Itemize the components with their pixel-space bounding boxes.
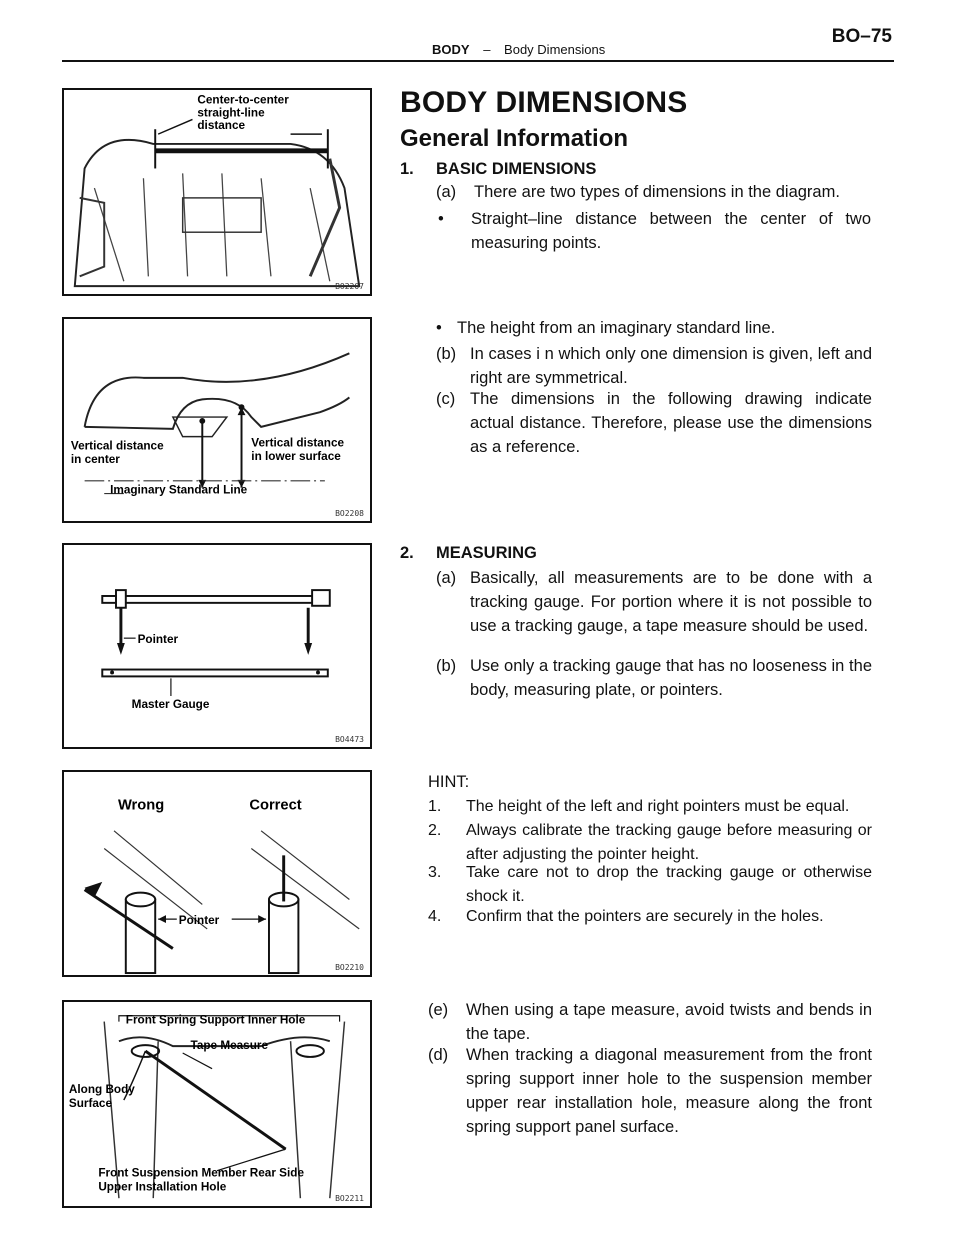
- fig2-right-2: in lower surface: [251, 450, 341, 464]
- section1-c-marker: (c): [436, 390, 456, 408]
- section1-b-marker: (b): [436, 345, 457, 363]
- section1-c-text: The dimensions in the following drawing indicate actual distance. Therefore, please use the dimensions as a reference.: [470, 390, 872, 456]
- figure-code: BO2211: [335, 1194, 364, 1203]
- section1-number: 1.: [400, 160, 414, 178]
- engine-compartment-illustration: [64, 90, 370, 294]
- fig4-wrong: Wrong: [117, 797, 165, 814]
- fig1-label-3: distance: [197, 119, 246, 133]
- figure-vertical-distance: [62, 317, 372, 523]
- section1-b-text: In cases i n which only one dimension is given, left and right are symmetrical.: [470, 345, 872, 387]
- tracking-gauge-illustration: [64, 545, 370, 747]
- section1-bullet1-marker: •: [438, 210, 444, 228]
- pointer-comparison-illustration: [64, 772, 370, 975]
- figure-code: BO4473: [335, 735, 364, 744]
- section1-a-text: There are two types of dimensions in the diagram.: [474, 183, 840, 201]
- hint-2-text: Always calibrate the tracking gauge before measuring or after adjusting the pointer height.: [466, 822, 872, 863]
- fig2-left-1: Vertical distance: [70, 439, 164, 453]
- page-subtitle: General Information: [400, 125, 629, 152]
- page-number: BO–75: [831, 26, 892, 47]
- figure-tracking-gauge: [62, 543, 372, 749]
- hint-label: HINT:: [428, 773, 470, 791]
- fig5-bottom-1: Front Suspension Member Rear Side: [98, 1166, 304, 1180]
- section1-a-marker: (a): [436, 183, 457, 201]
- section2-e-text: When using a tape measure, avoid twists and bends in the tape.: [466, 1001, 872, 1043]
- fig5-top: Front Spring Support Inner Hole: [125, 1013, 306, 1027]
- fig2-left-2: in center: [70, 453, 120, 467]
- header-section: BODY: [432, 42, 470, 57]
- section1-bullet1-text: Straight–line distance between the center of two measuring points.: [471, 210, 871, 252]
- section2-e-marker: (e): [428, 1001, 449, 1019]
- running-header: [432, 42, 605, 57]
- fig2-right-1: Vertical distance: [251, 436, 345, 450]
- figure-code: BO2207: [335, 282, 364, 291]
- section1-bullet2-marker: •: [436, 319, 442, 337]
- figure-engine-compartment: [62, 88, 372, 296]
- fig5-along-1: Along Body: [68, 1083, 135, 1097]
- section1-heading: BASIC DIMENSIONS: [436, 160, 597, 178]
- hint-3-text: Take care not to drop the tracking gauge or otherwise shock it.: [466, 864, 872, 905]
- hint-3-marker: 3.: [428, 864, 442, 881]
- figure-pointer-wrong-correct: [62, 770, 372, 977]
- section2-number: 2.: [400, 544, 414, 562]
- figure-code: BO2208: [335, 509, 364, 518]
- hint-1-marker: 1.: [428, 798, 442, 815]
- fig1-label-1: Center-to-center: [197, 93, 289, 107]
- header-rule: [62, 60, 894, 62]
- vertical-distance-illustration: [64, 319, 370, 521]
- fig5-tape: Tape Measure: [190, 1039, 269, 1053]
- fig5-bottom-2: Upper Installation Hole: [98, 1180, 227, 1194]
- header-separator: –: [483, 42, 491, 57]
- hint-2-marker: 2.: [428, 822, 442, 839]
- page-title: BODY DIMENSIONS: [400, 86, 688, 119]
- fig2-baseline: Imaginary Standard Line: [110, 483, 248, 497]
- fig3-pointer: Pointer: [137, 633, 179, 647]
- section1-bullet2-text: The height from an imaginary standard line.: [457, 319, 776, 337]
- section2-b-marker: (b): [436, 657, 457, 675]
- fig4-pointer: Pointer: [178, 914, 220, 928]
- header-subsection: Body Dimensions: [504, 42, 606, 57]
- figure-code: BO2210: [335, 963, 364, 972]
- section2-a-text: Basically, all measurements are to be done with a tracking gauge. For portion where it is not possible to use a tracking gauge, a tape measure should be used.: [470, 569, 872, 635]
- fig4-correct: Correct: [249, 797, 302, 814]
- figure-tape-measure: [62, 1000, 372, 1208]
- hint-1-text: The height of the left and right pointers must be equal.: [466, 798, 850, 815]
- hint-4-text: Confirm that the pointers are securely in the holes.: [466, 908, 824, 925]
- section2-heading: MEASURING: [436, 544, 537, 562]
- fig1-label-2: straight-line: [197, 106, 265, 120]
- section2-a-marker: (a): [436, 569, 457, 587]
- section2-d-text: When tracking a diagonal measurement from the front spring support inner hole to the suspension member upper rear installation hole, measure along the front spring support panel surface.: [466, 1046, 872, 1136]
- hint-4-marker: 4.: [428, 908, 442, 925]
- section2-b-text: Use only a tracking gauge that has no looseness in the body, measuring plate, or pointers.: [470, 657, 872, 699]
- section2-d-marker: (d): [428, 1046, 449, 1064]
- fig3-master: Master Gauge: [131, 697, 210, 711]
- fig5-along-2: Surface: [68, 1096, 113, 1110]
- tape-measure-illustration: [64, 1002, 370, 1206]
